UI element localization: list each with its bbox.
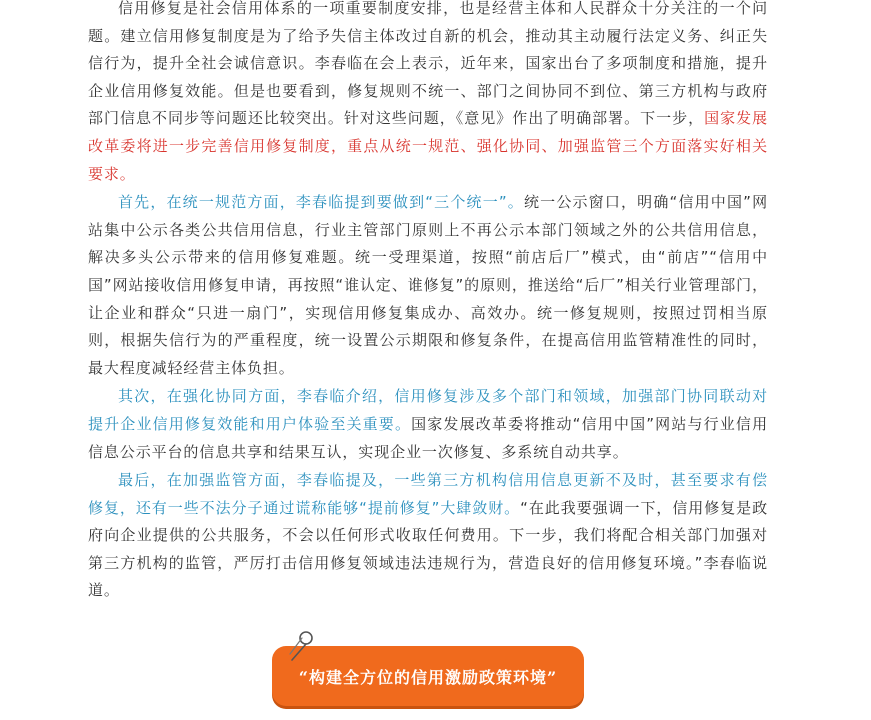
paragraph-3 <box>88 383 768 466</box>
paragraph-1 <box>88 0 768 188</box>
section-banner <box>272 626 584 720</box>
paragraph-4-text: “在此我要强调一下，信用修复是政府向企业提供的公共服务，不会以任何形式收取任何费用。下一步，我们将配合相关部门加强对第三方机构的监管，严厉打击信用修复领域违法违规行为，营造良好的信用修复环境。”李春临说道。 <box>88 498 768 600</box>
article-body <box>88 0 768 605</box>
section-banner-title: “构建全方位的信用激励政策环境” <box>298 667 558 687</box>
paragraph-1-highlight: 国家发展改革委将进一步完善信用修复制度，重点从统一规范、强化协同、加强监管三个方面落实好相关要求。 <box>88 109 768 183</box>
paragraph-1-text: 信用修复是社会信用体系的一项重要制度安排，也是经营主体和人民群众十分关注的一个问题。建立信用修复制度是为了给予失信主体改过自新的机会，推动其主动履行法定义务、纠正失信行为，提升全社会诚信意识。李春临在会上表示，近年来，国家出台了多项制度和措施，提升企业信用修复效能。但是也要看到，修复规则不统一、部门之间协同不到位、第三方机构与政府部门信息不同步等问题还比较突出。针对这些问题，《意见》作出了明确部署。下一步， <box>88 0 768 128</box>
paragraph-3-highlight: 其次，在强化协同方面，李春临介绍，信用修复涉及多个部门和领域，加强部门协同联动对提升企业信用修复效能和用户体验至关重要。 <box>88 387 768 433</box>
paragraph-2-highlight: 首先，在统一规范方面，李春临提到要做到“三个统一”。 <box>118 193 524 212</box>
paragraph-2 <box>88 189 768 382</box>
paragraph-4 <box>88 467 768 605</box>
paperclip-icon <box>282 626 322 666</box>
paragraph-4-highlight: 最后，在加强监管方面，李春临提及，一些第三方机构信用信息更新不及时，甚至要求有偿修复，还有一些不法分子通过谎称能够“提前修复”大肆敛财。 <box>88 471 768 517</box>
paragraph-3-text: 国家发展改革委将推动“信用中国”网站与行业信用信息公示平台的信息共享和结果互认，实现企业一次修复、多系统自动共享。 <box>88 414 768 461</box>
paragraph-2-text: 统一公示窗口，明确“信用中国”网站集中公示各类公共信用信息，行业主管部门原则上不再公示本部门领域之外的公共信用信息，解决多头公示带来的信用修复难题。统一受理渠道，按照“前店后厂”模式，由“前店”“信用中国”网站接收信用修复申请，再按照“谁认定、谁修复”的原则，推送给“后厂”相关行业管理部门，让企业和群众“只进一扇门”，实现信用修复集成办、高效办。统一修复规则，按照过罚相当原则，根据失信行为的严重程度，统一设置公示期限和修复条件，在提高信用监管精准性的同时，最大程度减轻经营主体负担。 <box>88 193 768 377</box>
